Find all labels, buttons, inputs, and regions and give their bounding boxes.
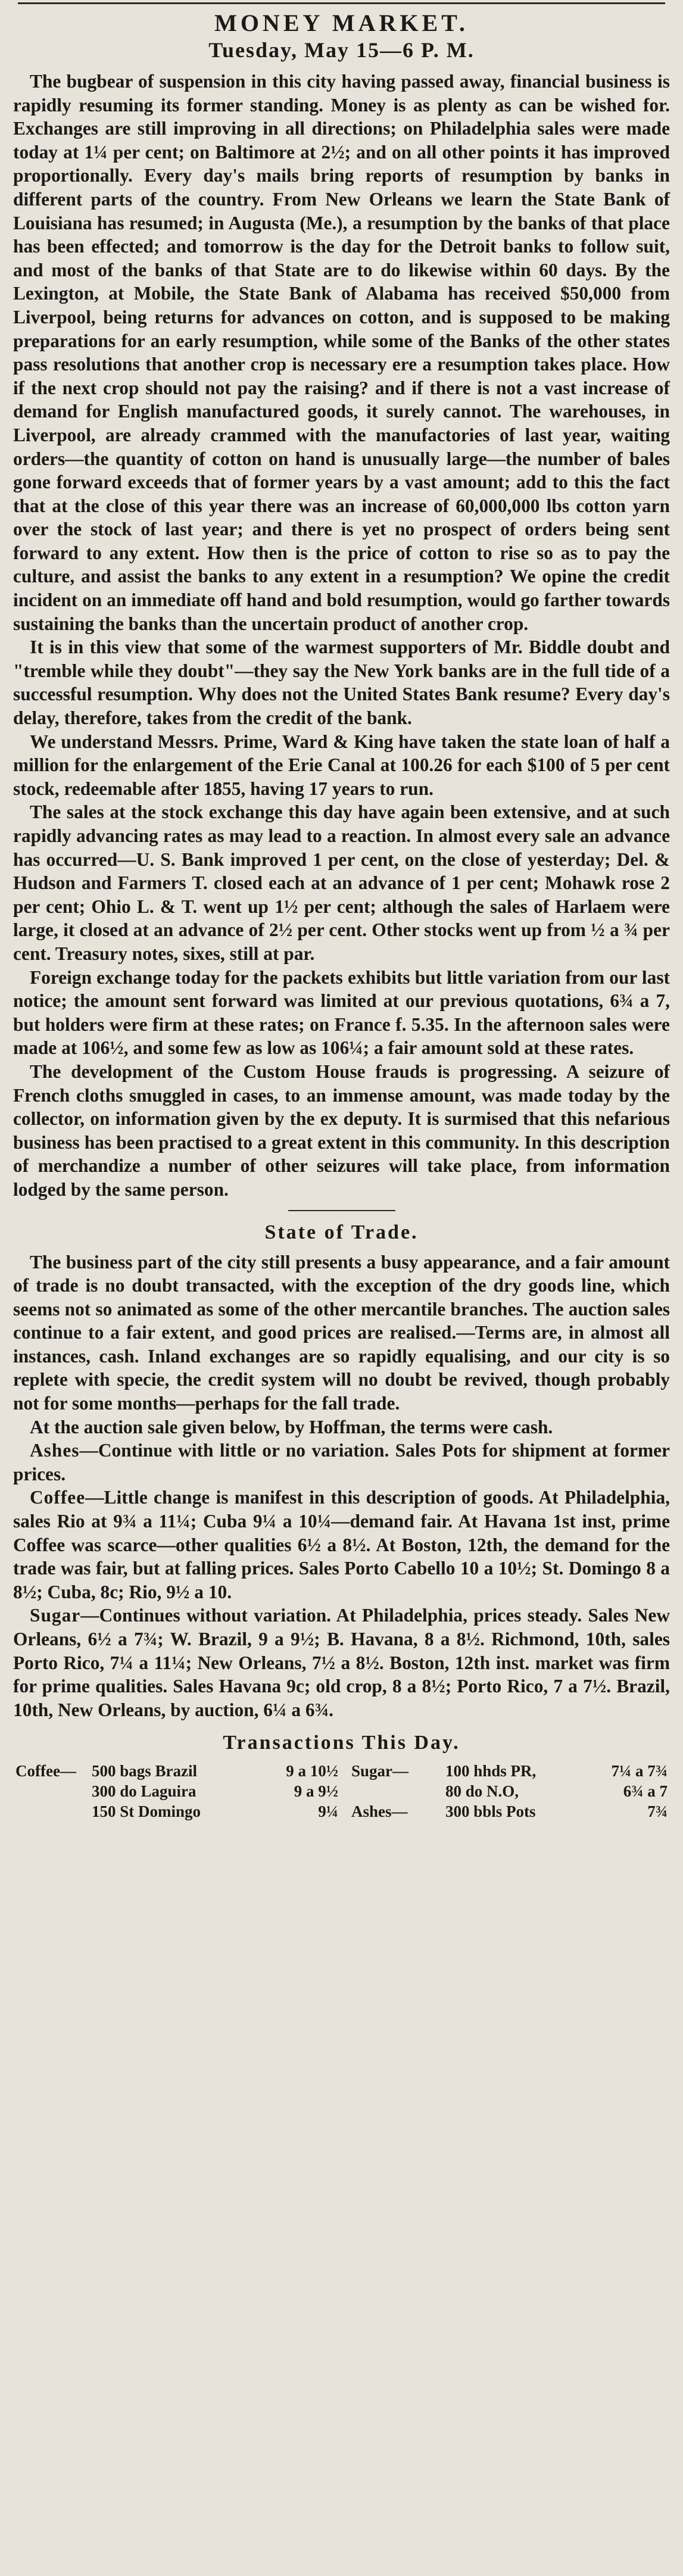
table-row [13, 1801, 670, 1822]
tx-item-right: 300 bbls Pots [445, 1802, 536, 1821]
tx-label-left [13, 1781, 89, 1801]
tx-item-left: 150 St Domingo [92, 1802, 201, 1821]
tx-label-right: Sugar— [351, 1762, 409, 1780]
tx-label-right: Ashes— [351, 1802, 408, 1821]
tx-item-right: 80 do N.O, [445, 1782, 519, 1801]
ashes-lead: Ashes [30, 1440, 80, 1461]
sugar-lead: Sugar [30, 1605, 81, 1626]
transactions-heading: Transactions This Day. [223, 1732, 460, 1754]
ashes-paragraph [13, 1439, 670, 1486]
tx-price-right: 6¾ a 7 [623, 1782, 668, 1801]
trade-heading: State of Trade. [264, 1221, 419, 1243]
article-paragraph: Foreign exchange today for the packets exhibits but little variation from our last notice; the amount sent forward was limited at our previous quotations, 6¾ a 7, but holders were firm at these rates; on France f. 5.35. In the afternoon sales were made at 106½, and some few as low as 106¼; a fair amount sold at these rates. [13, 966, 670, 1059]
section-divider [288, 1210, 395, 1211]
trade-paragraph: The business part of the city still presents a busy appearance, and a fair amount of trade is no doubt transacted, with the exception of the dry goods line, which seems not so animated as some of the other mercantile branches. The auction sales continue to a fair extent, and good prices are realised.—Terms are, in almost all instances, cash. Inland exchanges are so rapidly equalising, and our city is so replete with specie, the credit system will no doubt be revived, though probably not for some months—perhaps for the fall trade. [13, 1251, 670, 1414]
ashes-text: —Continue with little or no variation. Sales Pots for shipment at former prices. [13, 1440, 670, 1485]
table-row [13, 1781, 670, 1801]
tx-price-left: 9¼ [318, 1802, 338, 1821]
article-paragraph: The development of the Custom House frauds is progressing. A seizure of French cloths smuggled in cases, to an immense amount, was made today by the collector, on information given by the ex deputy. It is surmised that this nefarious business has been practised to a great extent in this community. In this description of merchandize a number of other seizures will take place, from information lodged by the same person. [13, 1061, 670, 1200]
transactions-table [13, 1761, 670, 1822]
article-paragraph: It is in this view that some of the warmest supporters of Mr. Biddle doubt and "tremble while they doubt"—they say the New York banks are in the full tide of a successful resumption. Why does not the United States Bank resume? Every day's delay, therefore, takes from the credit of the bank. [13, 637, 670, 729]
coffee-paragraph [13, 1486, 670, 1604]
dateline: Tuesday, May 15—6 P. M. [208, 38, 475, 62]
tx-price-left: 9 a 9½ [294, 1782, 338, 1801]
table-row [13, 1761, 670, 1781]
trade-paragraph: At the auction sale given below, by Hoffman, the terms were cash. [30, 1416, 553, 1437]
tx-price-left: 9 a 10½ [286, 1762, 338, 1780]
sugar-text: —Continues without variation. At Philadelphia, prices steady. Sales New Orleans, 6½ a 7¾; W. Brazil, 9 a 9½; B. Havana, 8 a 8½. Richmond, 10th, sales Porto Rico, 7¼ a 11¼; New Orleans, 7½ a 8½. Boston, 12th inst. market was firm for prime qualities. Sales Havana 9c; old crop, 8 a 8½; Porto Rico, 7 a 7½. Brazil, 10th, New Orleans, by auction, 6¼ a 6¾. [13, 1605, 670, 1720]
coffee-lead: Coffee [30, 1487, 86, 1508]
top-rule [18, 2, 665, 4]
tx-price-right: 7¼ a 7¾ [611, 1762, 668, 1780]
article-paragraph: The sales at the stock exchange this day have again been extensive, and at such rapidly advancing rates as may lead to a reaction. In almost every sale an advance has occurred—U. S. Bank improved 1 per cent, on the close of yesterday; Del. & Hudson and Farmers T. closed each at an advance of 1 per cent; Mohawk rose 2 per cent; Ohio L. & T. went up 1½ per cent; although the sales of Harlaem were large, it closed at an advance of 2½ per cent. Other stocks went up from ½ a ¾ per cent. Treasury notes, sixes, still at par. [13, 802, 670, 964]
section-title: MONEY MARKET. [214, 10, 469, 36]
coffee-text: —Little change is manifest in this description of goods. At Philadelphia, sales Rio at 9¾ a 11¼; Cuba 9¼ a 10¼—demand fair. At Havana 1st inst, prime Coffee was scarce—other qualities 6½ a 8½. At Boston, 12th, the demand for the trade was fair, but at falling prices. Sales Porto Cabello 10 a 10½; St. Domingo 8 a 8½; Cuba, 8c; Rio, 9½ a 10. [13, 1487, 670, 1602]
article-paragraph: The bugbear of suspension in this city having passed away, financial business is rapidly resuming its former standing. Money is as plenty as can be wished for. Exchanges are still improving in all directions; on Philadelphia sales were made today at 1¼ per cent; on Baltimore at 2½; and on all other points it has improved proportionally. Every day's mails bring reports of resumption by banks in different parts of the country. From New Orleans we learn the State Bank of Louisiana has resumed; in Augusta (Me.), a resumption by the banks of that place has been effected; and tomorrow is the day for the Detroit banks to follow suit, and most of the banks of that State are to do likewise within 60 days. By the Lexington, at Mobile, the State Bank of Alabama has received $50,000 from Liverpool, being returns for advances on cotton, and is supposed to be making preparations for an early resumption, while some of the Banks of the other states pass resolutions that another crop is necessary ere a resumption takes place. How if the next crop should not pay the raising? and if there is not a vast increase of demand for English manufactured goods, it surely cannot. The warehouses, in Liverpool, are already crammed with the manufactories of last year, waiting orders—the quantity of cotton on hand is unusually large—the number of bales gone forward exceeds that of former years by a vast amount; add to this the fact that at the close of this year there was an increase of 60,000,000 lbs cotton yarn over the stock of last year; and there is yet no prospect of orders being sent forward to any extent. How then is the price of cotton to rise so as to pay the culture, and assist the banks to any extent in a resumption? We opine the credit incident on an immediate off hand and bold resumption, would go farther towards sustaining the banks than the uncertain product of another crop. [13, 71, 670, 634]
tx-item-left: 300 do Laguira [92, 1782, 197, 1801]
sugar-paragraph [13, 1604, 670, 1722]
tx-price-right: 7¾ [647, 1802, 668, 1821]
tx-label-left [13, 1801, 89, 1822]
tx-label-left: Coffee— [15, 1762, 76, 1780]
article-paragraph: We understand Messrs. Prime, Ward & King have taken the state loan of half a million for the enlargement of the Erie Canal at 100.26 for each $100 of 5 per cent stock, redeemable after 1855, having 17 years to run. [13, 731, 670, 799]
tx-item-left: 500 bags Brazil [92, 1762, 198, 1780]
tx-label-right [349, 1781, 443, 1801]
tx-item-right: 100 hhds PR, [445, 1762, 537, 1780]
